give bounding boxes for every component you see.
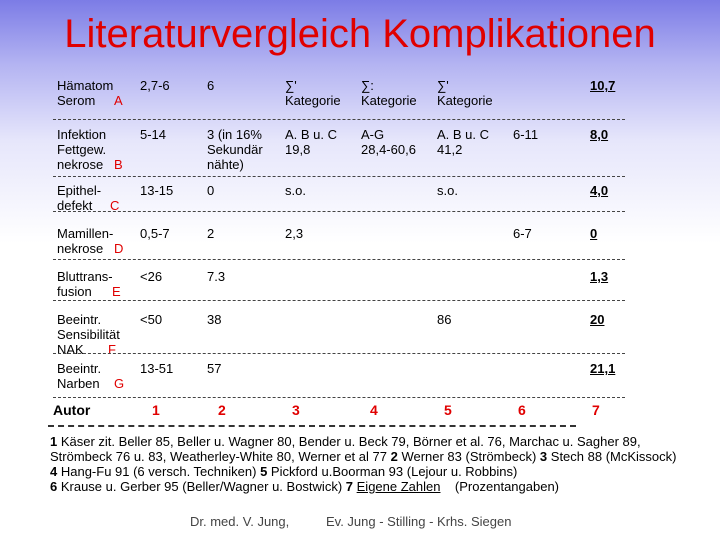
ref-1-number: 1: [50, 434, 58, 449]
cell-c-5: s.o.: [437, 183, 458, 198]
cell-b-1: 5-14: [140, 127, 167, 142]
ref-6-text: Krause u. Gerber 95 (Beller/Wagner u. Bostwick): [57, 479, 343, 494]
cell-e-7: 1,3: [590, 269, 609, 284]
ref-4-number: 4: [50, 464, 58, 479]
ref-2-number: 2: [390, 449, 398, 464]
cell-e-2: 7.3: [207, 269, 226, 284]
ref-4-text: Hang-Fu 91 (6 versch. Techniken): [57, 464, 257, 479]
autor-col-5: 5: [444, 402, 452, 418]
cell-f-5: 86: [437, 312, 452, 327]
row-letter-b: B: [114, 157, 123, 172]
cell-f-7: 20: [590, 312, 605, 327]
footer-author: Dr. med. V. Jung,: [190, 514, 290, 529]
row-label-serom: Serom: [57, 93, 96, 108]
row-label-nak: NAK: [57, 342, 84, 357]
autor-col-6: 6: [518, 402, 526, 418]
cell-a-4: ∑: Kategorie: [361, 78, 417, 108]
cell-b-4: A-G 28,4-60,6: [361, 127, 416, 157]
cell-c-7: 4,0: [590, 183, 609, 198]
cell-c-2: 0: [207, 183, 215, 198]
cell-a-7: 10,7: [590, 78, 616, 93]
cell-a-3: ∑' Kategorie: [285, 78, 341, 108]
row-divider: [53, 176, 625, 177]
ref-7-eigene-zahlen: Eigene Zahlen: [356, 479, 441, 494]
row-divider: [53, 300, 625, 301]
autor-label: Autor: [53, 402, 91, 418]
row-letter-d: D: [114, 241, 124, 256]
row-label-hamatom: Hämatom: [57, 78, 114, 93]
row-label-infektion: Infektion Fettgew.: [57, 127, 107, 157]
ref-7-text: (Prozentangaben): [440, 479, 560, 494]
cell-a-2: 6: [207, 78, 215, 93]
row-divider: [53, 353, 625, 354]
autor-col-1: 1: [152, 402, 160, 418]
slide-title: Literaturvergleich Komplikationen: [64, 12, 656, 56]
ref-3-number: 3: [539, 449, 548, 464]
cell-b-3: A. B u. C 19,8: [285, 127, 338, 157]
reference-list: [50, 434, 680, 494]
row-label-mamillen: Mamillen-: [57, 226, 114, 241]
footer-clinic: Ev. Jung - Stilling - Krhs. Siegen: [326, 514, 512, 529]
cell-d-6: 6-7: [513, 226, 532, 241]
row-letter-e: E: [112, 284, 121, 299]
cell-f-1: <50: [140, 312, 163, 327]
row-label-mamillen-nekrose: nekrose: [57, 241, 104, 256]
ref-2-text: Werner 83 (Strömbeck): [397, 449, 537, 464]
row-letter-g: G: [114, 376, 125, 391]
row-label-sensibilitaet: Beeintr. Sensibilität: [57, 312, 120, 342]
row-label-beeintr: Beeintr.: [57, 361, 102, 376]
autor-col-3: 3: [292, 402, 300, 418]
cell-d-3: 2,3: [285, 226, 304, 241]
cell-b-5: A. B u. C 41,2: [437, 127, 490, 157]
cell-c-1: 13-15: [140, 183, 174, 198]
row-divider: [53, 119, 625, 120]
cell-c-3: s.o.: [285, 183, 306, 198]
row-letter-c: C: [110, 198, 120, 213]
row-divider: [53, 211, 625, 212]
cell-b-2: 3 (in 16% Sekundär nähte): [207, 127, 263, 172]
row-label-fusion: fusion: [57, 284, 92, 299]
row-label-bluttrans: Bluttrans-: [57, 269, 113, 284]
cell-g-2: 57: [207, 361, 222, 376]
cell-d-7: 0: [590, 226, 598, 241]
autor-col-2: 2: [218, 402, 226, 418]
cell-g-1: 13-51: [140, 361, 174, 376]
section-divider: [48, 425, 576, 427]
cell-e-1: <26: [140, 269, 163, 284]
row-divider: [53, 259, 625, 260]
ref-7-number: 7: [345, 479, 354, 494]
cell-a-5: ∑' Kategorie: [437, 78, 493, 108]
ref-3-text: Stech 88 (McKissock): [547, 449, 677, 464]
autor-col-4: 4: [370, 402, 378, 418]
row-label-defekt: defekt: [57, 198, 93, 213]
row-letter-a: A: [114, 93, 123, 108]
cell-a-1: 2,7-6: [140, 78, 170, 93]
cell-d-1: 0,5-7: [140, 226, 170, 241]
row-label-epithel: Epithel-: [57, 183, 102, 198]
row-divider: [53, 397, 625, 398]
cell-d-2: 2: [207, 226, 215, 241]
ref-5-text: Pickford u.Boorman 93 (Lejour u. Robbins): [267, 464, 518, 479]
autor-col-7: 7: [592, 402, 600, 418]
cell-b-6: 6-11: [513, 127, 539, 142]
row-label-nekrose: nekrose: [57, 157, 104, 172]
cell-f-2: 38: [207, 312, 222, 327]
ref-1-text: Käser zit. Beller 85, Beller u. Wagner 80, Bender u. Beck 79, Börner et al. 76, Marchac u. Sagher 89, Strömbeck 76 u. 83, Weatherley-White 80, Werner et al 77: [50, 434, 641, 464]
cell-g-7: 21,1: [590, 361, 616, 376]
row-label-narben: Narben: [57, 376, 100, 391]
ref-5-number: 5: [260, 464, 268, 479]
ref-6-number: 6: [50, 479, 58, 494]
cell-b-7: 8,0: [590, 127, 609, 142]
row-letter-f: F: [108, 342, 116, 357]
